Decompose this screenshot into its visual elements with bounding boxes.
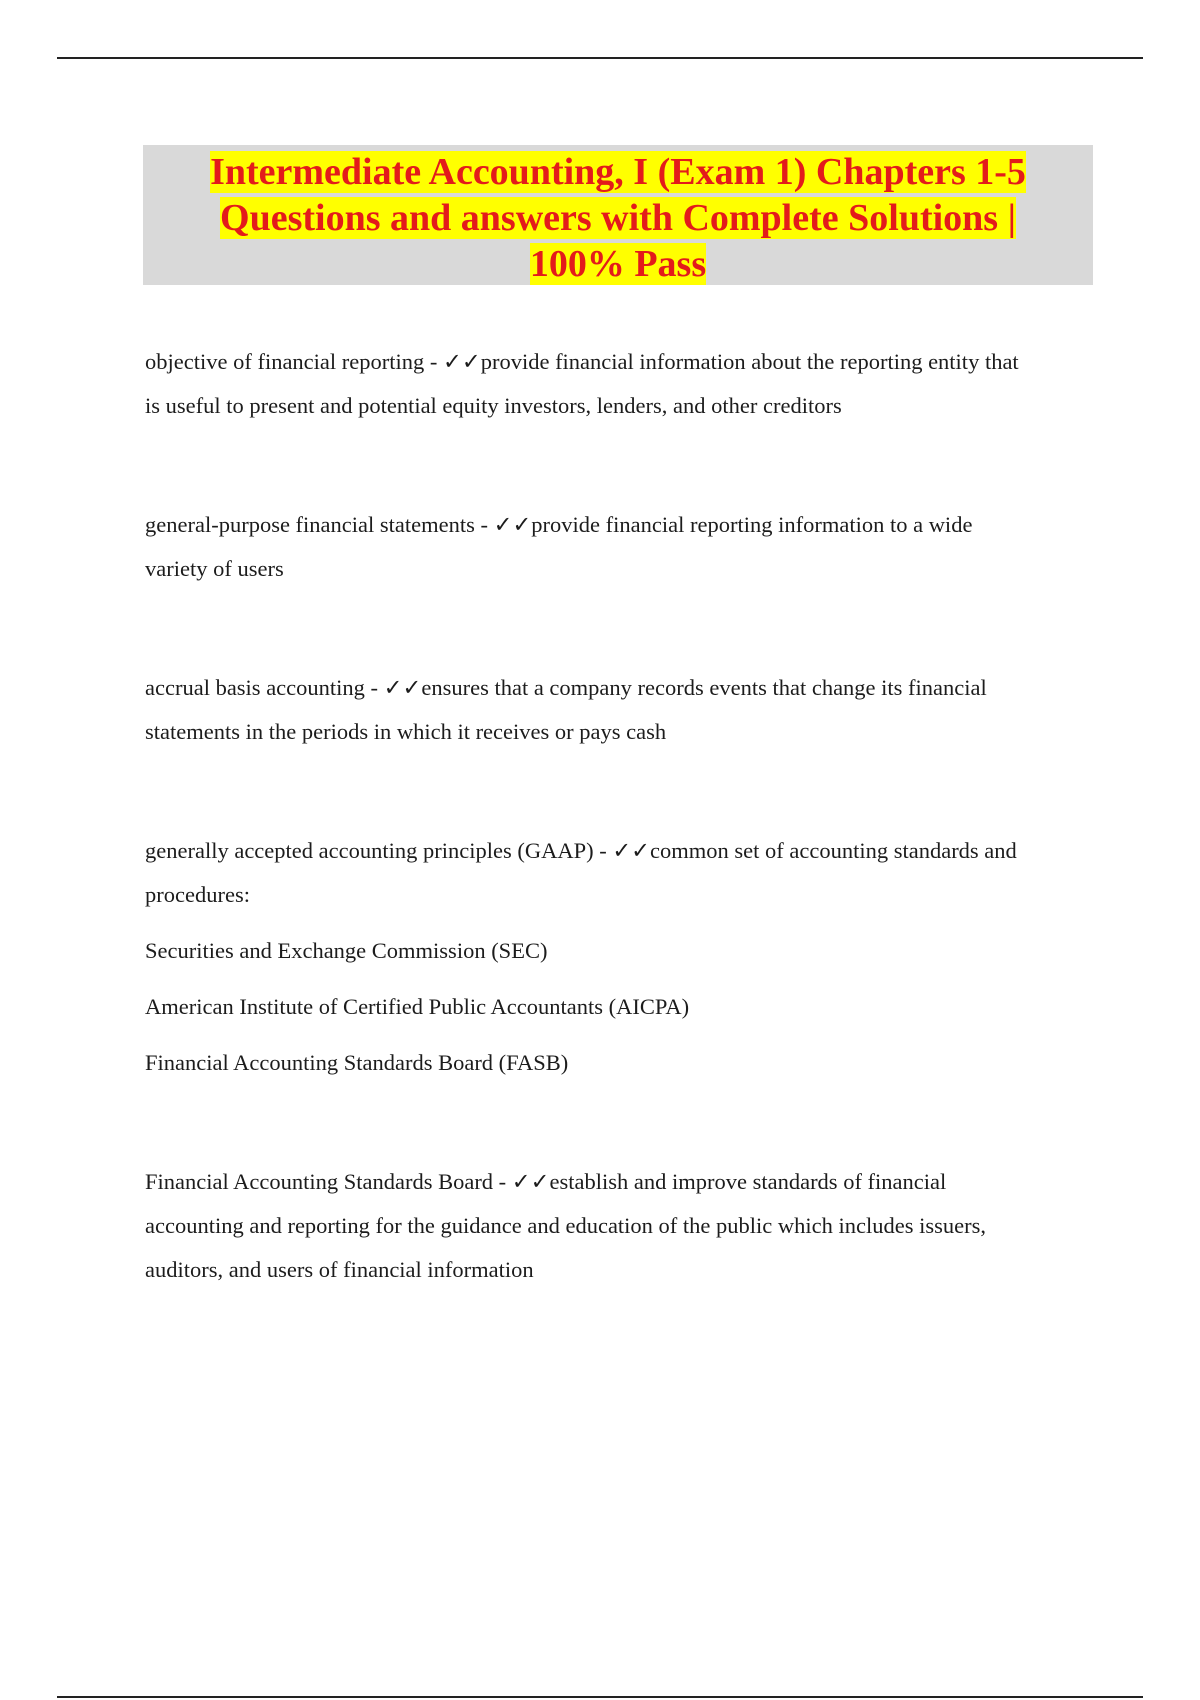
- qa-entry-general-purpose: [145, 503, 1095, 591]
- entry-line: variety of users: [145, 556, 284, 581]
- gaap-body-aicpa: American Institute of Certified Public Accountants (AICPA): [145, 994, 690, 1019]
- entry-line: procedures:: [145, 882, 250, 907]
- title-line-1: Intermediate Accounting, I (Exam 1) Chapters 1-5: [210, 151, 1026, 193]
- entry-text: [145, 829, 1095, 1085]
- entry-line: auditors, and users of financial information: [145, 1257, 534, 1282]
- title-banner: [143, 145, 1093, 285]
- entry-line: general-purpose financial statements - ✓✓provide financial reporting information to a wide: [145, 512, 973, 537]
- entry-text: [145, 666, 1095, 754]
- entry-line: accrual basis accounting - ✓✓ensures that a company records events that change its financial: [145, 675, 987, 700]
- entry-text: [145, 503, 1095, 591]
- title-line-3: 100% Pass: [529, 243, 707, 285]
- qa-entry-accrual: [145, 666, 1095, 754]
- entry-line: statements in the periods in which it receives or pays cash: [145, 719, 667, 744]
- footer-rule: [57, 1696, 1143, 1698]
- title-line-2: Questions and answers with Complete Solutions |: [220, 197, 1016, 239]
- entry-line: Financial Accounting Standards Board - ✓✓establish and improve standards of financial: [145, 1169, 947, 1194]
- qa-entry-fasb: [145, 1160, 1095, 1292]
- header-rule: [57, 57, 1143, 59]
- entry-line: accounting and reporting for the guidance and education of the public which includes issuers,: [145, 1213, 986, 1238]
- qa-entries: [145, 340, 1095, 1367]
- entry-text: [145, 1160, 1095, 1292]
- gaap-body-sec: Securities and Exchange Commission (SEC): [145, 938, 548, 963]
- qa-entry-objective: [145, 340, 1095, 428]
- entry-line: objective of financial reporting - ✓✓provide financial information about the reporting entity that: [145, 349, 1019, 374]
- entry-line: generally accepted accounting principles (GAAP) - ✓✓common set of accounting standards and: [145, 838, 1017, 863]
- entry-text: [145, 340, 1095, 428]
- gaap-body-fasb: Financial Accounting Standards Board (FASB): [145, 1050, 569, 1075]
- qa-entry-gaap: [145, 829, 1095, 1085]
- entry-line: is useful to present and potential equity investors, lenders, and other creditors: [145, 393, 842, 418]
